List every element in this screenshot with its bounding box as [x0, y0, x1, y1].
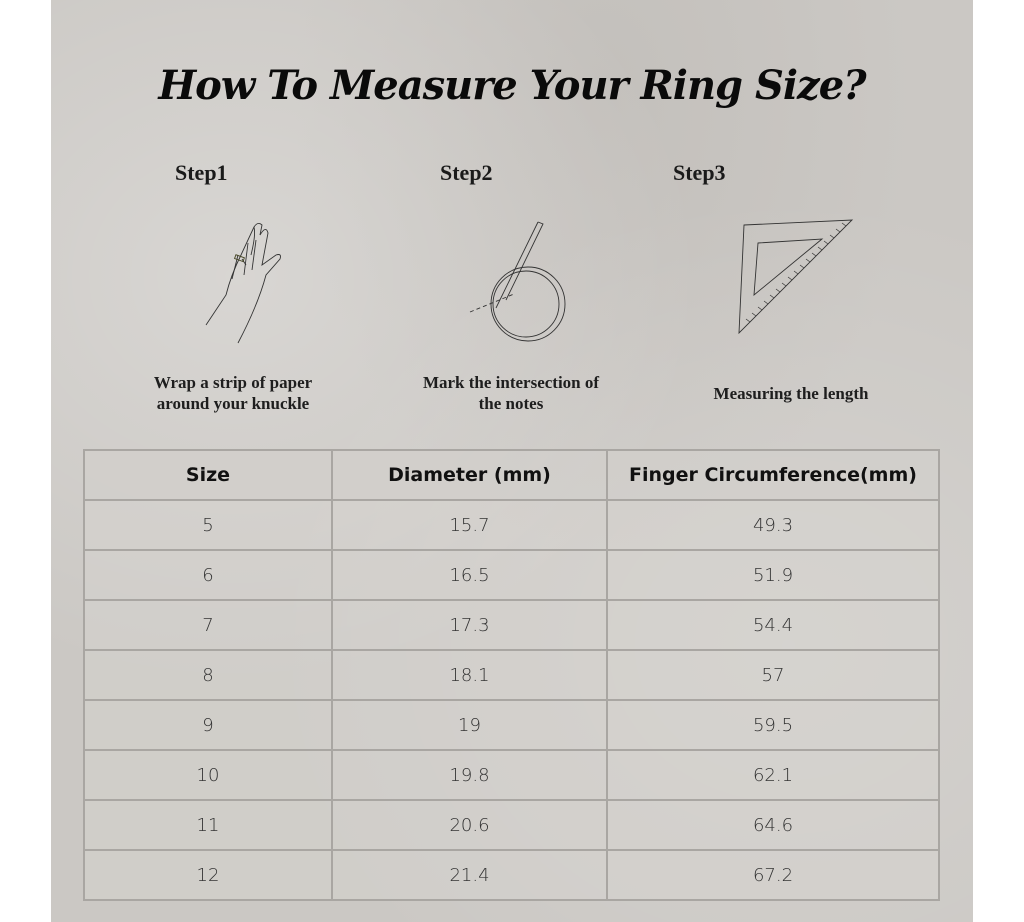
cell-size: 7 — [84, 600, 332, 650]
cell-size: 6 — [84, 550, 332, 600]
cell-size: 10 — [84, 750, 332, 800]
step-2-label: Step2 — [440, 160, 493, 185]
table-row — [84, 600, 939, 650]
cell-diameter: 17.3 — [332, 600, 607, 650]
cell-circumference: 62.1 — [607, 750, 939, 800]
cell-diameter: 20.6 — [332, 800, 607, 850]
cell-diameter: 21.4 — [332, 850, 607, 900]
cell-size: 11 — [84, 800, 332, 850]
step-1-label: Step1 — [175, 160, 228, 185]
step-3-caption-line1: Measuring the length — [713, 384, 869, 403]
cell-diameter: 18.1 — [332, 650, 607, 700]
table-row — [84, 700, 939, 750]
step-2-caption-line1: Mark the intersection of — [422, 373, 600, 392]
table-row — [84, 750, 939, 800]
cell-circumference: 49.3 — [607, 500, 939, 550]
cell-diameter: 16.5 — [332, 550, 607, 600]
page-title: How To Measure Your Ring Size? — [158, 62, 866, 109]
table-row — [84, 500, 939, 550]
step-1-caption-line1: Wrap a strip of paper — [153, 373, 313, 392]
cell-size: 9 — [84, 700, 332, 750]
cell-circumference: 51.9 — [607, 550, 939, 600]
ring-size-table — [83, 449, 940, 901]
paper-strip-loop-icon — [466, 218, 576, 353]
table-header-row — [84, 450, 939, 500]
header-size: Size — [84, 450, 332, 500]
ring-size-guide — [51, 0, 973, 922]
cell-circumference: 54.4 — [607, 600, 939, 650]
cell-size: 5 — [84, 500, 332, 550]
cell-circumference: 59.5 — [607, 700, 939, 750]
set-square-ruler-icon — [734, 215, 859, 340]
cell-diameter: 19.8 — [332, 750, 607, 800]
cell-diameter: 15.7 — [332, 500, 607, 550]
step-1-caption-line2: around your knuckle — [156, 394, 310, 413]
table-row — [84, 550, 939, 600]
cell-circumference: 64.6 — [607, 800, 939, 850]
table-row — [84, 650, 939, 700]
step-3-caption — [691, 383, 891, 404]
hand-with-ring-icon — [196, 215, 286, 350]
step-2-caption-line2: the notes — [478, 394, 544, 413]
step-1-caption — [133, 372, 333, 414]
step-2-caption — [406, 372, 616, 414]
header-diameter: Diameter (mm) — [332, 450, 607, 500]
cell-size: 8 — [84, 650, 332, 700]
cell-diameter: 19 — [332, 700, 607, 750]
cell-circumference: 67.2 — [607, 850, 939, 900]
header-circumference: Finger Circumference(mm) — [607, 450, 939, 500]
table-row — [84, 800, 939, 850]
cell-size: 12 — [84, 850, 332, 900]
cell-circumference: 57 — [607, 650, 939, 700]
step-3-label: Step3 — [673, 160, 726, 185]
table-row — [84, 850, 939, 900]
